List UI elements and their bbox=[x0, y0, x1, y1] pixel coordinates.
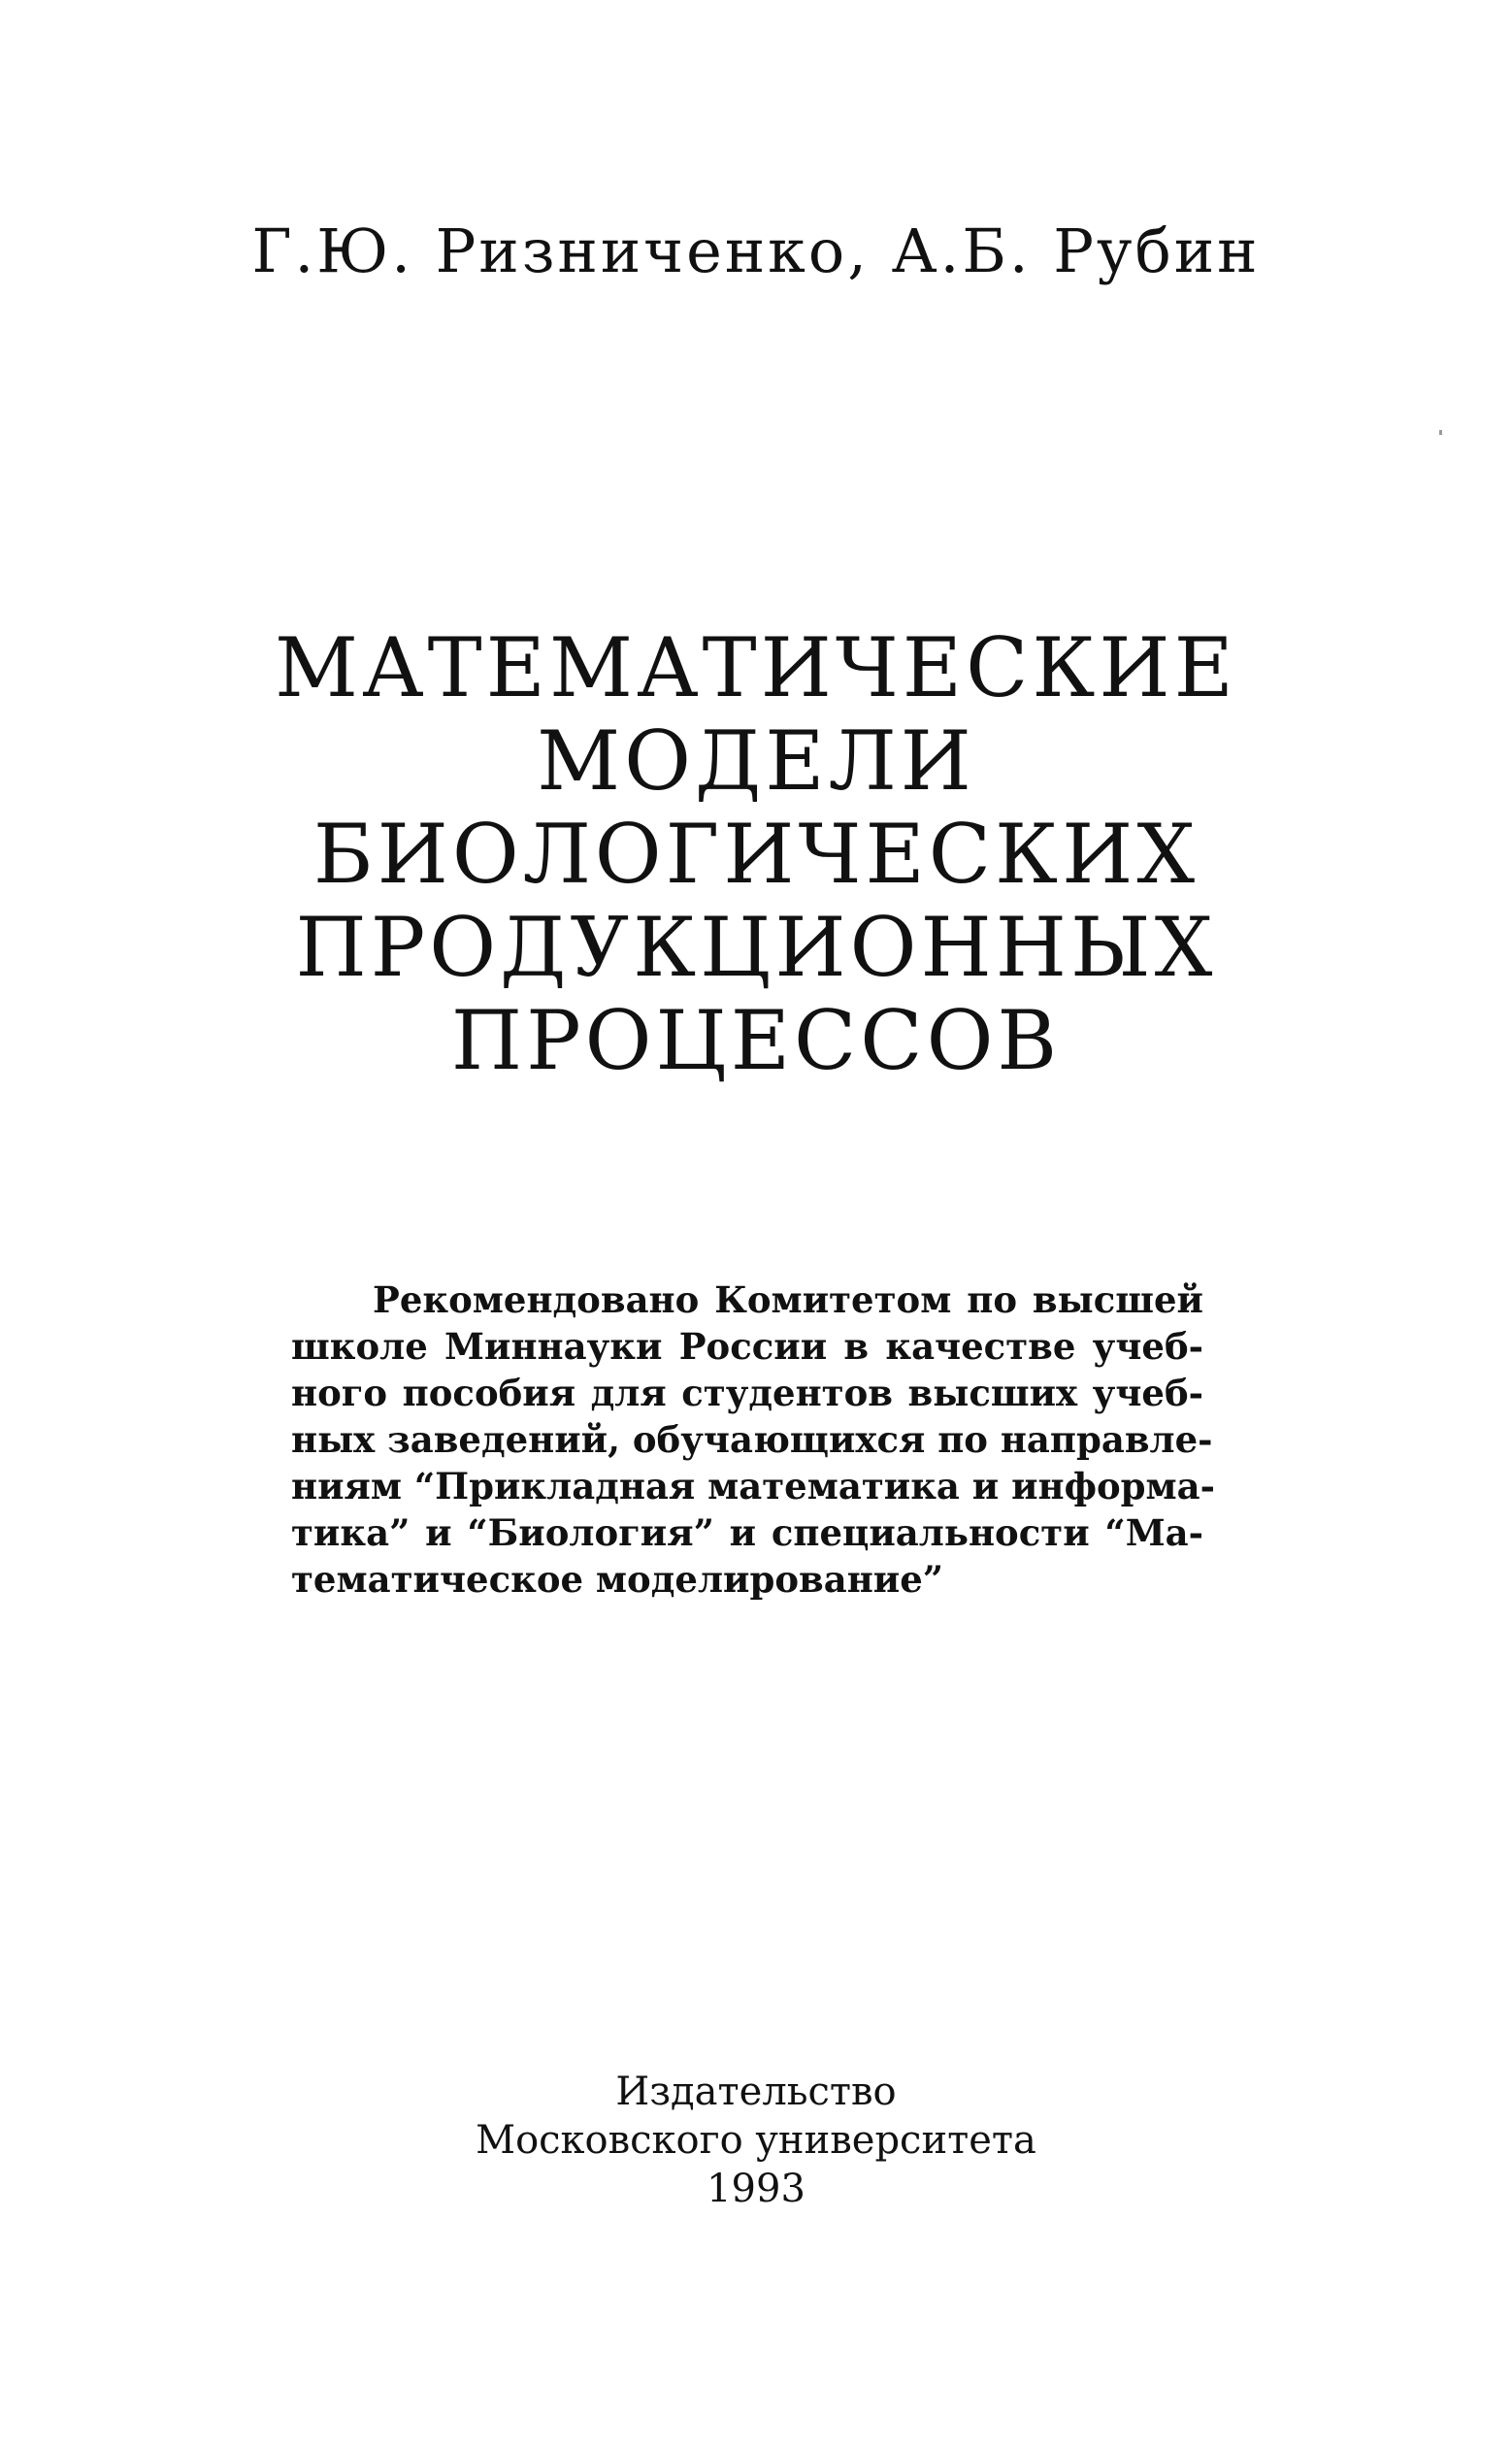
title-line: БИОЛОГИЧЕСКИХ bbox=[312, 807, 1200, 902]
authors-line: Г.Ю. Ризниченко, А.Б. Рубин bbox=[251, 215, 1261, 286]
scan-speck bbox=[1439, 430, 1442, 435]
recommendation-line: Рекомендовано Комитетом по высшей bbox=[373, 1278, 1203, 1321]
title-line: МОДЕЛИ bbox=[537, 713, 975, 809]
recommendation-line: ниям “Прикладная математика и информа- bbox=[291, 1465, 1216, 1507]
recommendation-line: тика” и “Биология” и специальности “Ма- bbox=[291, 1511, 1203, 1554]
recommendation-paragraph bbox=[291, 1276, 1216, 1603]
title-line: ПРОЦЕССОВ bbox=[450, 993, 1062, 1088]
recommendation-line: тематическое моделирование” bbox=[291, 1558, 944, 1601]
book-title bbox=[0, 621, 1512, 1087]
title-line: МАТЕМАТИЧЕСКИЕ bbox=[275, 620, 1237, 715]
title-line: ПРОДУКЦИОННЫХ bbox=[295, 900, 1217, 995]
recommendation-line: школе Миннауки России в качестве учеб- bbox=[291, 1325, 1203, 1368]
recommendation-line: ного пособия для студентов высших учеб- bbox=[291, 1372, 1203, 1414]
publication-year: 1993 bbox=[707, 2167, 805, 2211]
publisher-block bbox=[0, 2068, 1512, 2213]
publisher-name: Издательство bbox=[615, 2070, 897, 2114]
publisher-university: Московского университета bbox=[476, 2118, 1036, 2163]
recommendation-line: ных заведений, обучающихся по направле- bbox=[291, 1418, 1213, 1461]
